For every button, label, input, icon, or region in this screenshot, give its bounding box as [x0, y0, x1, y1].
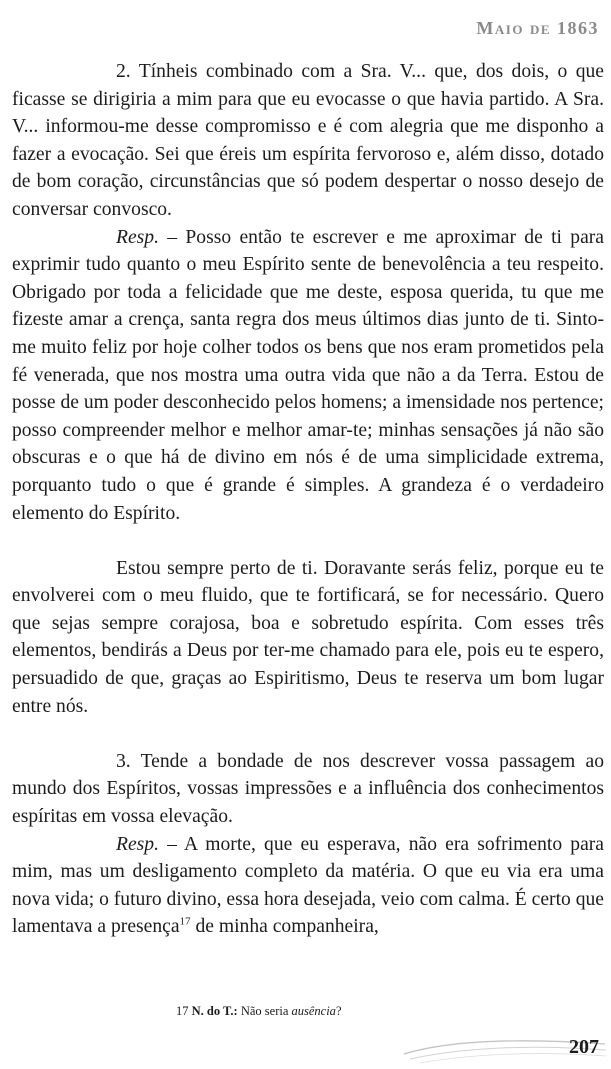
footnote-number: 17: [176, 1004, 189, 1018]
paragraph-question-2: 2. Tínheis combinado com a Sra. V... que, dos dois, o que ficasse se dirigiria a mim para que eu evocasse o que havia partido. A Sra. V... informou-me desse compromisso e é com alegria que me disponho a fazer a evocação. Sei que éreis um espírita fervoroso e, além disso, dotado de bom coração, circunstâncias que só podem despertar o nosso desejo de conversar convosco.: [12, 61, 604, 220]
answer-text: – A morte, que eu esperava, não era sofrimento para mim, mas um desligamento completo da matéria. O que eu via era uma nova vida; o futuro divino, essa hora desejada, veio com calma. É certo que lamentava a presença: [12, 833, 604, 938]
footnote-emphasis: ausência: [291, 1004, 336, 1018]
footnote-text: Não seria: [237, 1004, 292, 1018]
paragraph-question-3: 3. Tende a bondade de nos descrever vossa passagem ao mundo dos Espíritos, vossas impressões e a influência dos conhecimentos espíritas em vossa elevação.: [12, 750, 604, 828]
footnote: [176, 1004, 342, 1019]
footnote-end: ?: [335, 1004, 342, 1018]
body-text: [12, 58, 604, 941]
footnote-reference: 17: [179, 915, 191, 928]
resp-label: Resp.: [116, 226, 159, 248]
page-number: 207: [569, 1036, 599, 1058]
running-header: Maio de 1863: [476, 18, 599, 38]
answer-text-continued: de minha companheira,: [190, 916, 379, 938]
paragraph-answer-2-continued: Estou sempre perto de ti. Doravante serás feliz, porque eu te envolverei com o meu fluido, que te fortificará, se for necessário. Quero que sejas sempre corajosa, boa e sobretudo espírita. Com esses três elementos, bendirás a Deus por ter-me chamado para ele, pois eu te espero, persuadido de que, graças ao Espiritismo, Deus te reserva um bom lugar entre nós.: [12, 557, 604, 717]
paragraph-answer-2: [12, 224, 604, 528]
resp-label: Resp.: [116, 833, 159, 855]
answer-text: – Posso então te escrever e me aproximar de ti para exprimir tudo quanto o meu Espírito sente de benevolência a teu respeito. Obrigado por toda a felicidade que me deste, esposa querida, tu que me fizeste amar a crença, santa regra dos meus últimos dias junto de ti. Sinto-me muito feliz por hoje colher todos os bens que nos eram prometidos pela fé venerada, que nos mostra uma outra vida que não a da Terra. Estou de posse de um poder desconhecido pelos homens; a imensidade nos pertence; posso compreender melhor e melhor amar-te; minhas sensações já não são obscuras e o que há de divino em nós é de uma simplicidade extrema, porquanto tudo o que é grande é simples. A grandeza é o verdadeiro elemento do Espírito.: [12, 226, 605, 524]
paragraph-answer-3: [12, 831, 604, 941]
footnote-label: N. do T.:: [191, 1004, 238, 1018]
